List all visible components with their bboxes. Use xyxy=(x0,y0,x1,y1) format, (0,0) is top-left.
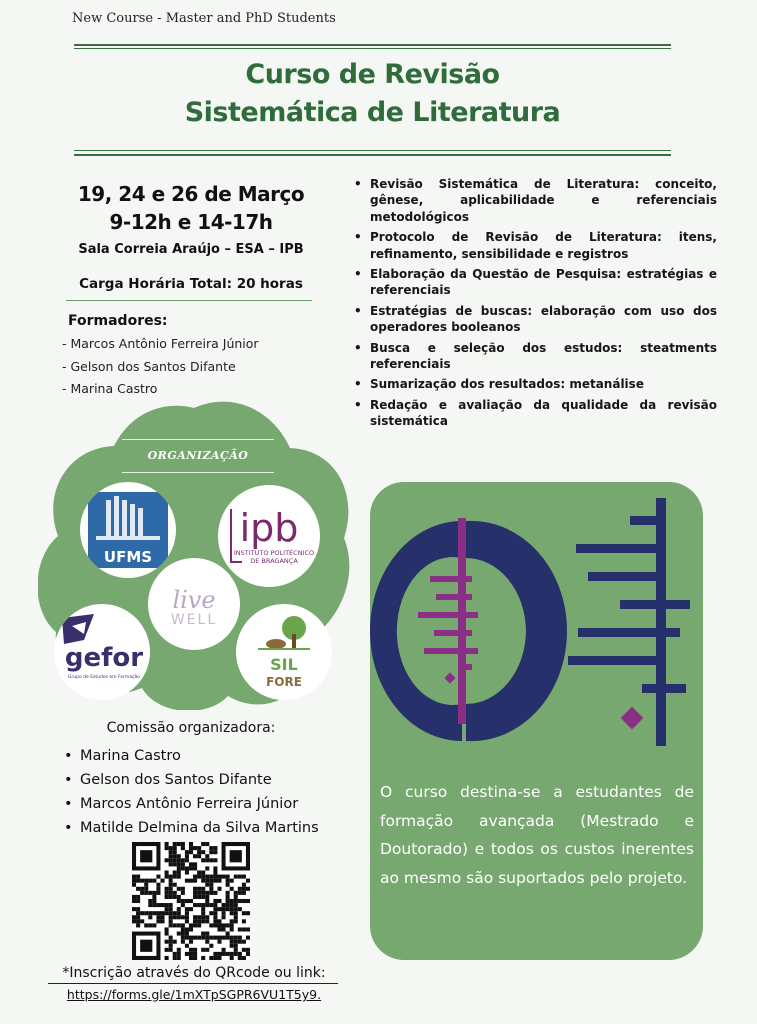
silfore-logo-text-1: SIL xyxy=(270,655,298,674)
page-title-line-2: Sistemática de Literatura xyxy=(184,97,561,128)
signup-instruction: *Inscrição através do QRcode ou link: xyxy=(62,965,326,981)
ufms-logo xyxy=(80,482,176,578)
ipb-logo xyxy=(218,485,320,587)
course-description: O curso destina-se a estudantes de formação avançada (Mestrado e Doutorado) e todos os custos inerentes ao mesmo são suportados pelo projeto. xyxy=(380,783,694,887)
livewell-logo-text-2: WELL xyxy=(170,612,218,628)
ipb-logo-line-1: INSTITUTO POLITÉCNICO xyxy=(233,549,315,557)
topic-item: • Protocolo de Revisão de Literatura: itens, refinamento, sensibilidade e registros xyxy=(352,229,717,262)
ipb-logo-line-2: DE BRAGANÇA xyxy=(250,557,298,565)
eyebrow-text: New Course - Master and PhD Students xyxy=(72,11,336,26)
topic-item: • Sumarização dos resultados: metanálise xyxy=(352,376,717,392)
livewell-logo-icon xyxy=(148,558,240,650)
ipb-logo-text: ipb xyxy=(239,506,299,550)
course-times: 9-12h e 14-17h xyxy=(109,210,273,234)
topics-list xyxy=(352,176,717,434)
committee-item: • Gelson dos Santos Difante xyxy=(64,768,319,792)
title-rule-bottom xyxy=(74,154,671,156)
ufms-logo-icon xyxy=(80,482,176,578)
title-rule-bottom-thin xyxy=(74,150,671,151)
ufms-logo-text: UFMS xyxy=(103,548,153,566)
qr-code-icon[interactable] xyxy=(132,842,250,960)
systematic-review-emblem-icon xyxy=(362,496,702,756)
trainer-item: - Gelson dos Santos Difante xyxy=(62,358,236,374)
gefor-logo-text: gefor xyxy=(64,643,144,673)
trainer-item: - Marcos Antônio Ferreira Júnior xyxy=(62,336,259,351)
organization-label-text: ORGANIZAÇÃO xyxy=(147,449,249,462)
topic-item: • Estratégias de buscas: elaboração com uso dos operadores booleanos xyxy=(352,303,717,336)
trainers-title: Formadores: xyxy=(68,313,168,329)
gefor-logo-icon xyxy=(54,604,150,700)
livewell-logo-text-1: live xyxy=(172,586,216,614)
course-venue: Sala Correia Araújo – ESA – IPB xyxy=(78,242,304,257)
committee-item: • Marina Castro xyxy=(64,744,319,768)
hours-divider xyxy=(66,300,312,301)
title-rule-top xyxy=(74,44,671,46)
signup-link[interactable]: https://forms.gle/1mXTpSGPR6VU1T5y9. xyxy=(66,987,322,1002)
gefor-logo xyxy=(54,604,150,700)
trainer-item: - Marina Castro xyxy=(62,381,158,396)
silfore-logo xyxy=(236,604,332,700)
committee-item: • Marcos Antônio Ferreira Júnior xyxy=(64,792,319,816)
silfore-logo-icon xyxy=(236,604,332,700)
schedule-block xyxy=(56,180,326,236)
gefor-logo-subtext: Grupo de Estudos em Formação xyxy=(67,675,141,680)
course-dates: 19, 24 e 26 de Março xyxy=(77,182,305,206)
committee-item: • Matilde Delmina da Silva Martins xyxy=(64,816,319,840)
topic-item: • Busca e seleção dos estudos: steatments referenciais xyxy=(352,340,717,373)
topic-item: • Redação e avaliação da qualidade da revisão sistemática xyxy=(352,397,717,430)
livewell-logo xyxy=(148,558,240,650)
silfore-logo-text-2: FORE xyxy=(266,675,302,689)
trainers-list xyxy=(62,333,259,401)
course-hours: Carga Horária Total: 20 horas xyxy=(79,276,303,292)
organization-label xyxy=(122,439,274,473)
topic-item: • Elaboração da Questão de Pesquisa: estratégias e referenciais xyxy=(352,266,717,299)
topic-item: • Revisão Sistemática de Literatura: conceito, gênese, aplicabilidade e referenciais metodológicos xyxy=(352,176,717,225)
signup-underline xyxy=(48,983,338,984)
committee-title: Comissão organizadora: xyxy=(106,720,276,736)
page-title xyxy=(74,56,671,132)
title-rule-top-thin xyxy=(74,48,671,49)
committee-list xyxy=(64,744,319,840)
ipb-logo-icon xyxy=(218,485,320,587)
page-title-line-1: Curso de Revisão xyxy=(245,59,500,90)
